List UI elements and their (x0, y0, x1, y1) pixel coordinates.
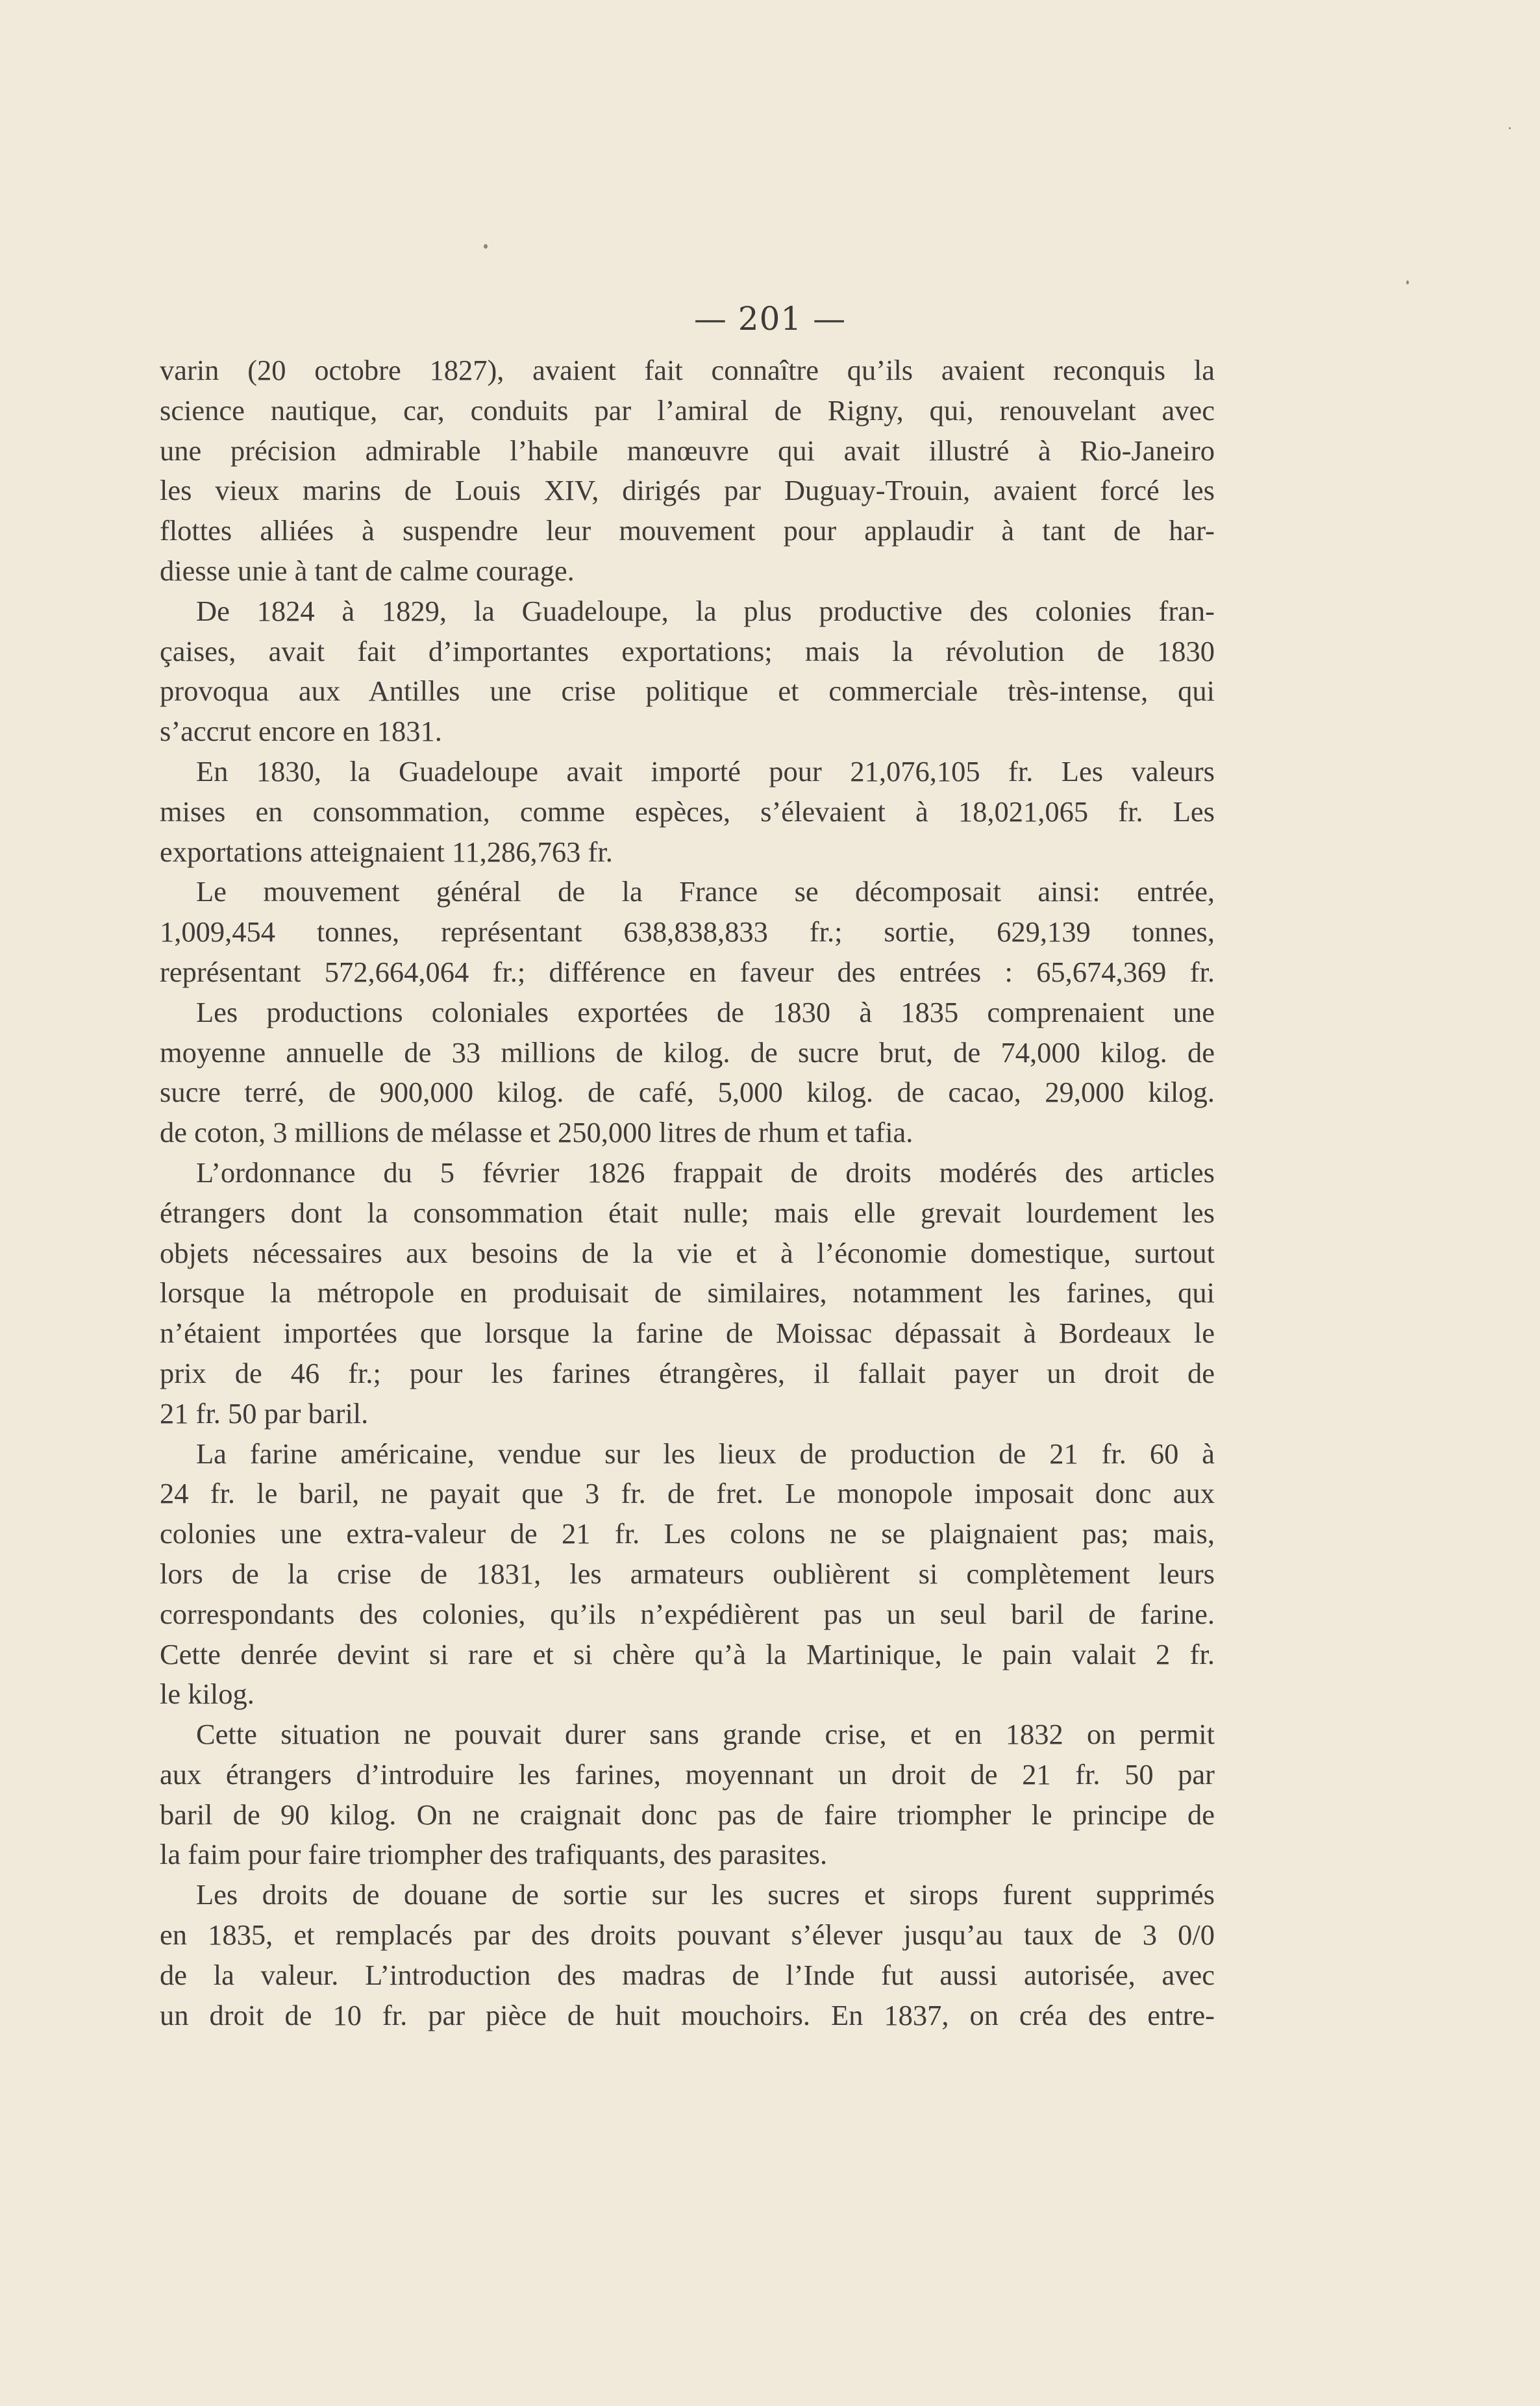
text-line: flottes alliées à suspendre leur mouvement pour applaudir à tant de har- (160, 514, 1215, 547)
text-line: de coton, 3 millions de mélasse et 250,000 litres de rhum et tafia. (160, 1116, 913, 1149)
text-line: de la valeur. L’introduction des madras de l’Inde fut aussi autorisée, avec (160, 1958, 1215, 1991)
text-line: n’étaient importées que lorsque la farine de Moissac dépassait à Bordeaux le (160, 1317, 1215, 1350)
text-line: aux étrangers d’introduire les farines, moyennant un droit de 21 fr. 50 par (160, 1757, 1215, 1791)
ink-speck (484, 244, 488, 249)
text-line: 21 fr. 50 par baril. (160, 1396, 369, 1430)
text-line: çaises, avait fait d’importantes exportations; mais la révolution de 1830 (160, 634, 1215, 667)
body-text (160, 351, 1215, 2035)
text-line: représentant 572,664,064 fr.; différence en faveur des entrées : 65,674,369 fr. (160, 955, 1215, 988)
text-line: science nautique, car, conduits par l’amiral de Rigny, qui, renouvelant avec (160, 393, 1215, 427)
text-line: exportations atteignaient 11,286,763 fr. (160, 835, 613, 868)
text-line: la faim pour faire triompher des trafiquants, des parasites. (160, 1838, 828, 1871)
text-line: Cette situation ne pouvait durer sans grande crise, et en 1832 on permit (196, 1718, 1215, 1751)
text-line: La farine américaine, vendue sur les lieux de production de 21 fr. 60 à (196, 1437, 1215, 1470)
text-line: le kilog. (160, 1678, 255, 1711)
text-line: objets nécessaires aux besoins de la vie et à l’économie domestique, surtout (160, 1236, 1215, 1269)
text-line: diesse unie à tant de calme courage. (160, 554, 575, 587)
text-line: correspondants des colonies, qu’ils n’expédièrent pas un seul baril de farine. (160, 1597, 1215, 1630)
text-line: colonies une extra-valeur de 21 fr. Les colons ne se plaignaient pas; mais, (160, 1517, 1215, 1550)
text-line: les vieux marins de Louis XIV, dirigés par Duguay-Trouin, avaient forcé les (160, 474, 1215, 507)
ink-speck (1509, 127, 1511, 129)
text-line: provoqua aux Antilles une crise politique et commerciale très-intense, qui (160, 675, 1215, 708)
text-line: étrangers dont la consommation était nulle; mais elle grevait lourdement les (160, 1196, 1215, 1229)
text-line: 24 fr. le baril, ne payait que 3 fr. de fret. Le monopole imposait donc aux (160, 1477, 1215, 1510)
text-line: De 1824 à 1829, la Guadeloupe, la plus productive des colonies fran- (196, 594, 1215, 627)
text-line: en 1835, et remplacés par des droits pouvant s’élever jusqu’au taux de 3 0/0 (160, 1918, 1215, 1952)
text-line: varin (20 octobre 1827), avaient fait connaître qu’ils avaient reconquis la (160, 354, 1215, 386)
text-line: 1,009,454 tonnes, représentant 638,838,833 fr.; sortie, 629,139 tonnes, (160, 915, 1215, 949)
text-line: L’ordonnance du 5 février 1826 frappait de droits modérés des articles (196, 1156, 1215, 1189)
text-line: moyenne annuelle de 33 millions de kilog. de sucre brut, de 74,000 kilog. de (160, 1036, 1215, 1069)
text-line: Cette denrée devint si rare et si chère qu’à la Martinique, le pain valait 2 fr. (160, 1637, 1215, 1670)
text-line: une précision admirable l’habile manœuvre qui avait illustré à Rio-Janeiro (160, 434, 1215, 467)
text-line: un droit de 10 fr. par pièce de huit mouchoirs. En 1837, on créa des entre- (160, 1998, 1215, 2031)
text-line: Les droits de douane de sortie sur les sucres et sirops furent supprimés (196, 1878, 1215, 1911)
page-number: — 201 — (693, 300, 847, 338)
text-line: lors de la crise de 1831, les armateurs oublièrent si complètement leurs (160, 1557, 1215, 1590)
text-line: sucre terré, de 900,000 kilog. de café, 5,000 kilog. de cacao, 29,000 kilog. (160, 1076, 1215, 1109)
text-line: Les productions coloniales exportées de 1830 à 1835 comprenaient une (196, 995, 1215, 1028)
text-line: lorsque la métropole en produisait de similaires, notamment les farines, qui (160, 1276, 1215, 1309)
text-line: mises en consommation, comme espèces, s’élevaient à 18,021,065 fr. Les (160, 795, 1215, 828)
text-line: s’accrut encore en 1831. (160, 715, 442, 748)
ink-speck (1406, 280, 1409, 284)
text-line: prix de 46 fr.; pour les farines étrangères, il fallait payer un droit de (160, 1356, 1215, 1389)
text-line: Le mouvement général de la France se décomposait ainsi: entrée, (196, 875, 1215, 908)
text-line: En 1830, la Guadeloupe avait importé pour 21,076,105 fr. Les valeurs (196, 754, 1215, 788)
text-line: baril de 90 kilog. On ne craignait donc pas de faire triompher le principe de (160, 1798, 1215, 1831)
